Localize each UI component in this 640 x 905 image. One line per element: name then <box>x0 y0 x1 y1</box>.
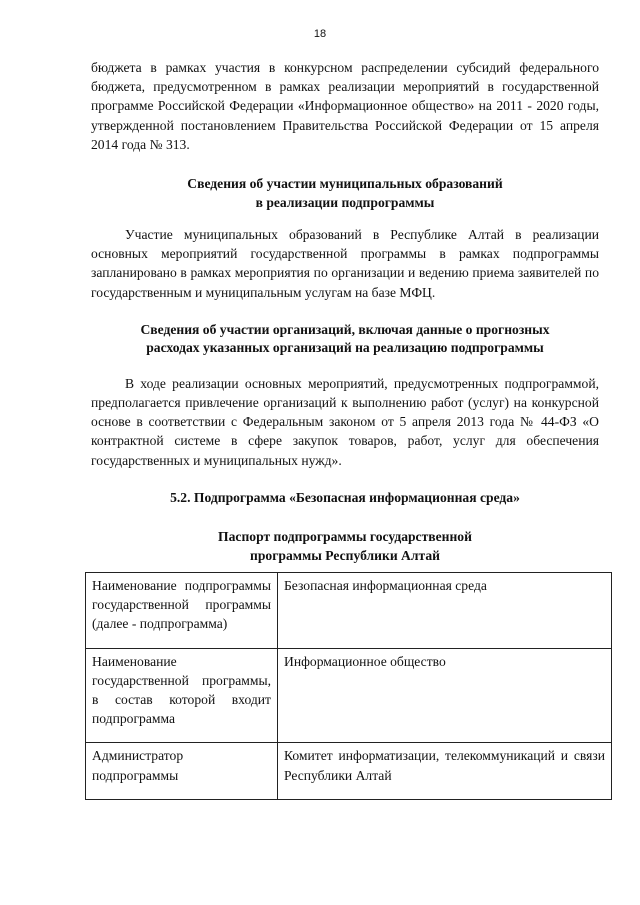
section-organizations-text: В ходе реализации основных мероприятий, предусмотренных подпрограммой, предполагается привлечение организаций к выполнению работ (услуг) на конкурсной основе в соответствии с Федеральным законом от 5 апреля 2013 года № 44-ФЗ «О контрактной системе в сфере закупок товаров, работ, услуг для обеспечения государственных и муниципальных нужд». <box>91 375 599 468</box>
section-municipal-text: Участие муниципальных образований в Республике Алтай в реализации основных мероприятий государственной программы в рамках подпрограммы запланировано в рамках мероприятия по организации и ведению приема заявителей по государственным и муниципальным услугам на базе МФЦ. <box>91 227 599 300</box>
passport-row <box>86 648 612 743</box>
intro-paragraph: бюджета в рамках участия в конкурсном распределении субсидий федерального бюджета, предусмотренном в рамках реализации мероприятий в государственной программе Российской Федерации «Информационное общество» на 2011 - 2020 годы, утвержденной постановлением Правительства Российской Федерации от 15 апреля 2014 года № 313. <box>91 60 599 152</box>
passport-row-value: Информационное общество <box>278 648 612 743</box>
subprogram-heading: 5.2. Подпрограмма «Безопасная информационная среда» <box>170 489 520 505</box>
section-organizations-title <box>91 321 599 358</box>
passport-row-value: Безопасная информационная среда <box>278 573 612 649</box>
passport-title-line2: программы Республики Алтай <box>250 547 440 563</box>
passport-row-value: Комитет информатизации, телекоммуникаций и связи Республики Алтай <box>278 743 612 799</box>
passport-title-line1: Паспорт подпрограммы государственной <box>218 529 472 545</box>
page-number: 18 <box>313 28 327 40</box>
section-organizations-title-line2: расходах указанных организаций на реализацию подпрограммы <box>146 340 544 356</box>
document-body <box>91 58 599 565</box>
passport-table <box>85 572 612 800</box>
passport-row-label: Администратор подпрограммы <box>86 743 278 799</box>
passport-row <box>86 743 612 799</box>
section-municipal-title-line2: в реализации подпрограммы <box>255 194 435 210</box>
section-municipal-title-line1: Сведения об участии муниципальных образований <box>187 176 503 192</box>
passport-row-label: Наименование подпрограммы государственной программы (далее - подпрограмма) <box>86 573 278 649</box>
section-organizations-title-line1: Сведения об участии организаций, включая данные о прогнозных <box>140 321 550 337</box>
passport-row-label: Наименование государственной программы, в состав которой входит подпрограмма <box>86 648 278 743</box>
section-municipal-title <box>91 175 599 212</box>
passport-title <box>91 528 599 565</box>
passport-row <box>86 573 612 649</box>
